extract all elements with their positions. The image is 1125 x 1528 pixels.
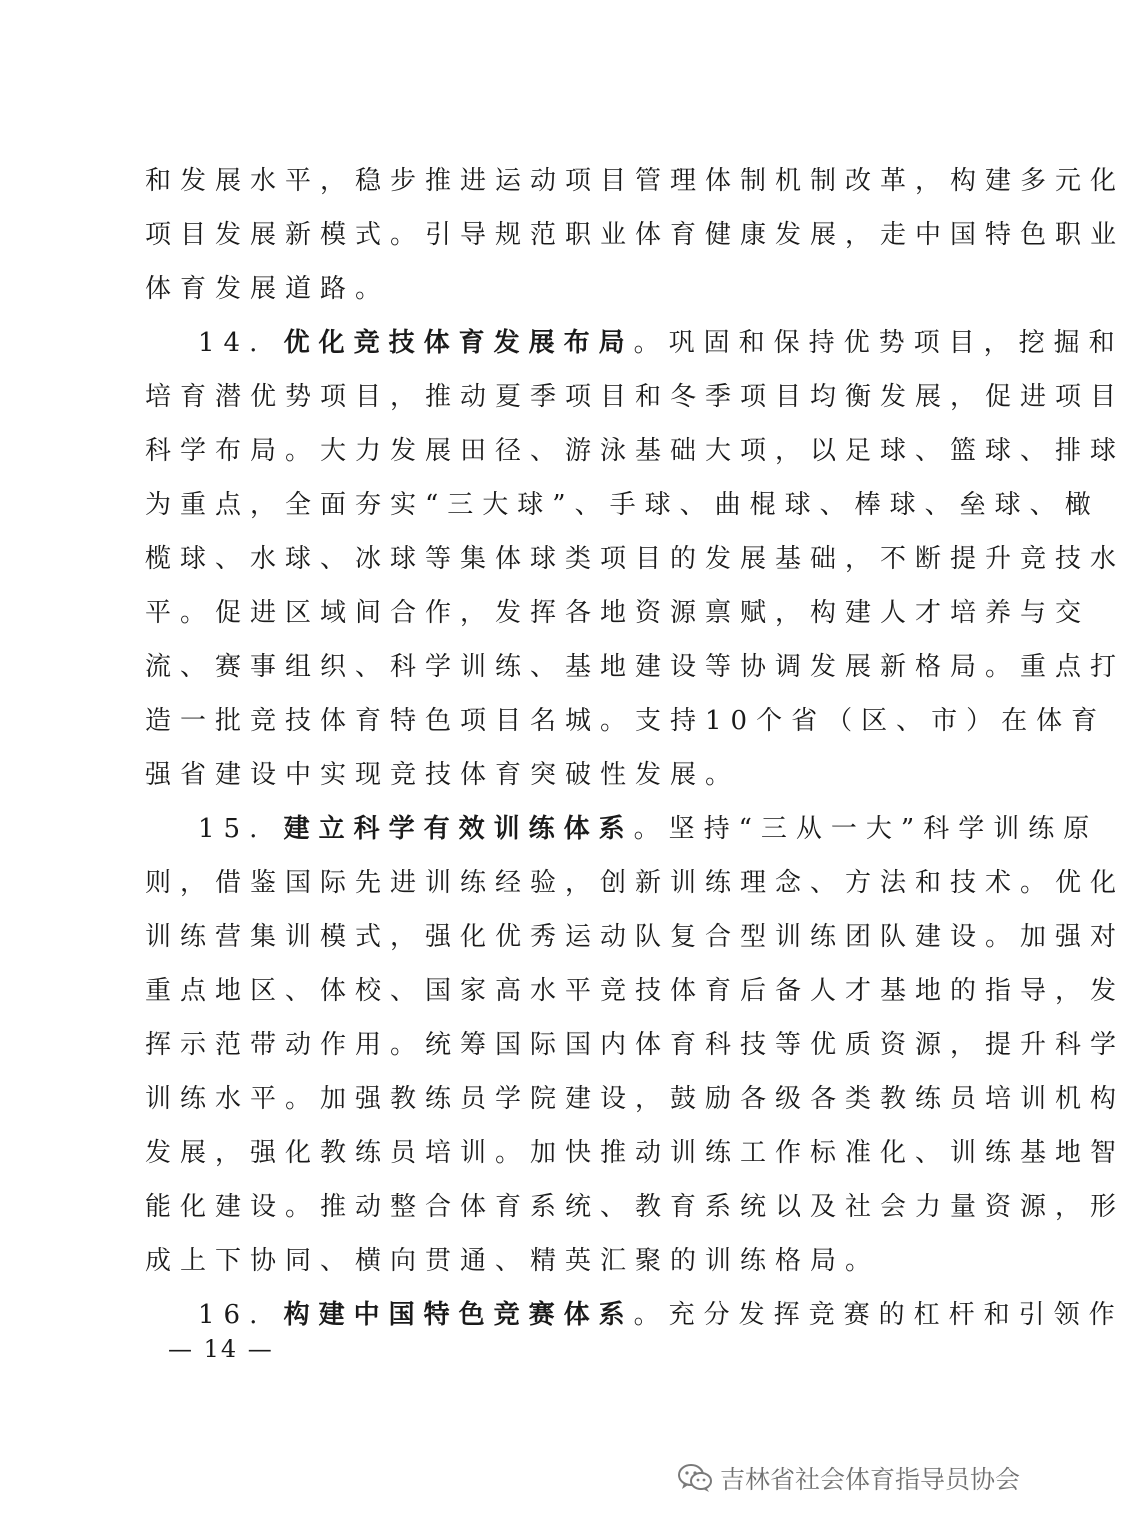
text-line: 培育潜优势项目，推动夏季项目和冬季项目均衡发展，促进项目: [145, 382, 1125, 412]
section-14-first-line: 14. 优化竞技体育发展布局。巩固和保持优势项目，挖掘和: [198, 328, 1124, 358]
section-16-first-line: 16. 构建中国特色竞赛体系。充分发挥竞赛的杠杆和引领作: [198, 1300, 1124, 1330]
text-line: 强省建设中实现竞技体育突破性发展。: [145, 760, 741, 790]
text-line: 体育发展道路。: [145, 274, 391, 304]
text-line: 科学布局。大力发展田径、游泳基础大项，以足球、篮球、排球: [145, 436, 1125, 466]
watermark-text: 吉林省社会体育指导员协会: [720, 1465, 1021, 1494]
section-15-first-line: 15. 建立科学有效训练体系。坚持“三从一大”科学训练原: [198, 814, 1099, 844]
section-heading: 建立科学有效训练体系: [283, 814, 634, 844]
text-line: 重点地区、体校、国家高水平竞技体育后备人才基地的指导，发: [145, 976, 1125, 1006]
text-line: 能化建设。推动整合体育系统、教育系统以及社会力量资源，形: [145, 1192, 1125, 1222]
text-line: 平。促进区域间合作，发挥各地资源禀赋，构建人才培养与交: [145, 598, 1091, 628]
section-heading: 优化竞技体育发展布局: [283, 328, 634, 358]
text-line: 流、赛事组织、科学训练、基地建设等协调发展新格局。重点打: [145, 652, 1125, 682]
section-number: 14.: [198, 328, 267, 358]
text-line: 训练营集训模式，强化优秀运动队复合型训练团队建设。加强对: [145, 922, 1125, 952]
text-line: 和发展水平，稳步推进运动项目管理体制机制改革，构建多元化: [145, 166, 1125, 196]
section-number: 16.: [198, 1300, 267, 1330]
wechat-icon: [676, 1461, 714, 1495]
text-line: 挥示范带动作用。统筹国际国内体育科技等优质资源，提升科学: [145, 1030, 1125, 1060]
text-line: 发展，强化教练员培训。加快推动训练工作标准化、训练基地智: [145, 1138, 1125, 1168]
text-line: 造一批竞技体育特色项目名城。支持10个省（区、市）在体育: [145, 706, 1107, 736]
page-number: — 14 —: [168, 1335, 274, 1363]
text-line: 榄球、水球、冰球等集体球类项目的发展基础，不断提升竞技水: [145, 544, 1125, 574]
text-line: 为重点，全面夯实“三大球”、手球、曲棍球、棒球、垒球、橄: [145, 490, 1100, 520]
text-line: 则，借鉴国际先进训练经验，创新训练理念、方法和技术。优化: [145, 868, 1125, 898]
text-line: 项目发展新模式。引导规范职业体育健康发展，走中国特色职业: [145, 220, 1125, 250]
section-number: 15.: [198, 814, 267, 844]
section-heading: 构建中国特色竞赛体系: [283, 1300, 634, 1330]
text-line: 成上下协同、横向贯通、精英汇聚的训练格局。: [145, 1246, 881, 1276]
watermark: [676, 1458, 1066, 1498]
text-line: 训练水平。加强教练员学院建设，鼓励各级各类教练员培训机构: [145, 1084, 1125, 1114]
